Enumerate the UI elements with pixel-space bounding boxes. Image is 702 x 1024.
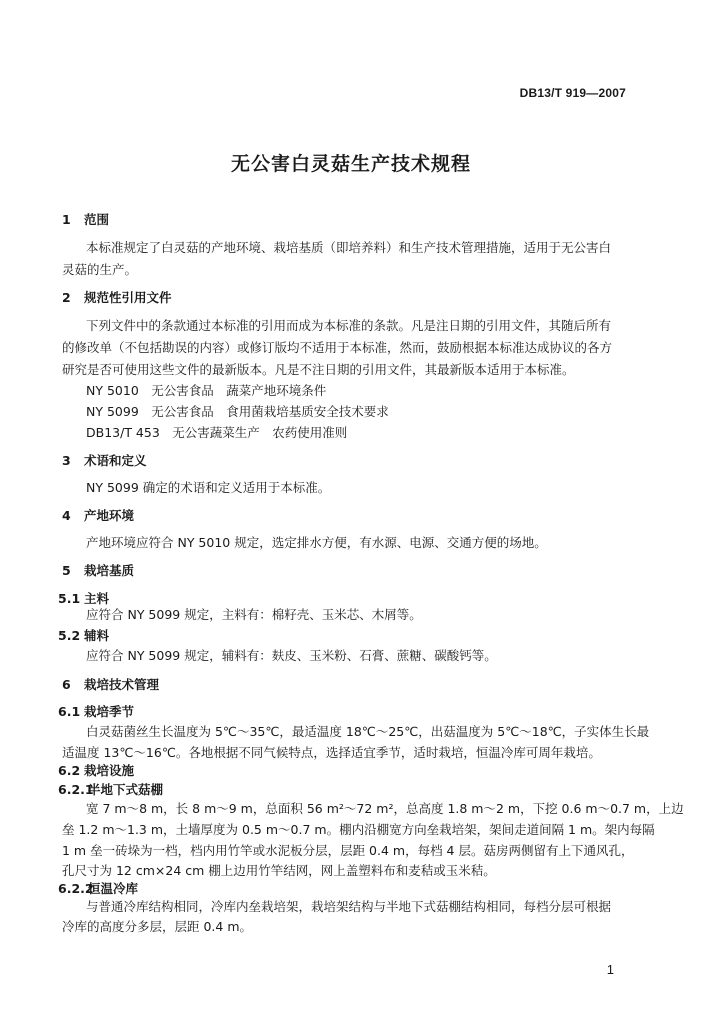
paragraph-line: 1 m 垒一砖垛为一档，档内用竹竿或水泥板分层，层距 0.4 m，每档 4 层。菇房两侧留有上下通风孔， — [62, 843, 634, 858]
section-4-heading — [62, 508, 134, 524]
section-6-1-heading — [58, 704, 134, 720]
section-1-heading — [62, 212, 109, 228]
paragraph-line: 与普通冷库结构相同，冷库内垒栽培架，栽培架结构与半地下式菇棚结构相同，每档分层可根据 — [86, 899, 612, 914]
paragraph-line: 灵菇的生产。 — [62, 262, 138, 277]
section-6-heading — [62, 677, 159, 693]
section-title: 栽培基质 — [84, 563, 135, 578]
section-6-2-heading — [58, 763, 134, 779]
section-title: 恒温冷库 — [88, 881, 139, 896]
section-number: 6.2.1 — [58, 782, 94, 797]
section-6-2-1-heading — [58, 782, 163, 798]
section-number: 2 — [62, 290, 71, 305]
section-3-heading — [62, 453, 147, 469]
paragraph-line: 适温度 13℃～16℃。各地根据不同气候特点，选择适宜季节，适时栽培，恒温冷库可周年栽培。 — [62, 745, 601, 760]
section-2-heading — [62, 290, 172, 306]
section-number: 1 — [62, 212, 71, 227]
paragraph-line: 孔尺寸为 12 cm×24 cm 棚上边用竹竿结网，网上盖塑料布和麦秸或玉米秸。 — [62, 863, 496, 878]
section-5-1-heading — [58, 591, 109, 607]
section-title: 范围 — [84, 212, 110, 227]
page-number: 1 — [606, 962, 614, 977]
paragraph-line: 应符合 NY 5099 规定，主料有：棉籽壳、玉米芯、木屑等。 — [86, 607, 422, 622]
section-number: 5.1 — [58, 591, 81, 606]
paragraph-line: 下列文件中的条款通过本标准的引用而成为本标准的条款。凡是注日期的引用文件，其随后所有 — [86, 318, 612, 333]
section-number: 6.1 — [58, 704, 81, 719]
paragraph-line: 的修改单（不包括勘误的内容）或修订版均不适用于本标准，然而，鼓励根据本标准达成协议的各方 — [62, 340, 613, 355]
section-6-2-2-heading — [58, 881, 138, 897]
section-title: 主料 — [84, 591, 110, 606]
section-number: 6.2 — [58, 763, 81, 778]
paragraph-line: 应符合 NY 5099 规定，辅料有：麸皮、玉米粉、石膏、蔗糖、碳酸钙等。 — [86, 648, 497, 663]
standard-code: DB13/T 919—2007 — [519, 86, 626, 100]
reference-item: NY 5099 无公害食品 食用菌栽培基质安全技术要求 — [86, 404, 389, 419]
section-number: 6.2.2 — [58, 881, 94, 896]
section-5-heading — [62, 563, 134, 579]
section-number: 6 — [62, 677, 71, 692]
section-number: 5 — [62, 563, 71, 578]
paragraph-line: 产地环境应符合 NY 5010 规定，选定排水方便，有水源、电源、交通方便的场地。 — [86, 535, 547, 550]
section-title: 栽培设施 — [84, 763, 135, 778]
section-number: 3 — [62, 453, 71, 468]
paragraph-line: NY 5099 确定的术语和定义适用于本标准。 — [86, 480, 331, 495]
paragraph-line: 冷库的高度分多层，层距 0.4 m。 — [62, 919, 253, 934]
document-title: 无公害白灵菇生产技术规程 — [230, 153, 471, 175]
section-title: 半地下式菇棚 — [88, 782, 164, 797]
paragraph-line: 本标准规定了白灵菇的产地环境、栽培基质（即培养料）和生产技术管理措施，适用于无公害白 — [86, 240, 612, 255]
reference-item: DB13/T 453 无公害蔬菜生产 农药使用准则 — [86, 425, 348, 440]
section-title: 术语和定义 — [84, 453, 147, 468]
section-title: 规范性引用文件 — [84, 290, 172, 305]
reference-item: NY 5010 无公害食品 蔬菜产地环境条件 — [86, 383, 327, 398]
section-title: 辅料 — [84, 628, 110, 643]
paragraph-line: 宽 7 m～8 m，长 8 m～9 m，总面积 56 m²～72 m²，总高度 1.8 m～2 m，下挖 0.6 m～0.7 m，上边 — [86, 801, 684, 816]
section-5-2-heading — [58, 628, 109, 644]
paragraph-line: 白灵菇菌丝生长温度为 5℃～35℃，最适温度 18℃～25℃，出菇温度为 5℃～18℃，子实体生长最 — [86, 724, 650, 739]
section-number: 4 — [62, 508, 71, 523]
section-title: 栽培季节 — [84, 704, 135, 719]
section-title: 产地环境 — [84, 508, 135, 523]
section-number: 5.2 — [58, 628, 81, 643]
section-title: 栽培技术管理 — [84, 677, 160, 692]
paragraph-line: 研究是否可使用这些文件的最新版本。凡是不注日期的引用文件，其最新版本适用于本标准。 — [62, 362, 575, 377]
paragraph-line: 垒 1.2 m～1.3 m，土墙厚度为 0.5 m～0.7 m。棚内沿棚宽方向垒栽培架，架间走道间隔 1 m。架内每隔 — [62, 822, 655, 837]
